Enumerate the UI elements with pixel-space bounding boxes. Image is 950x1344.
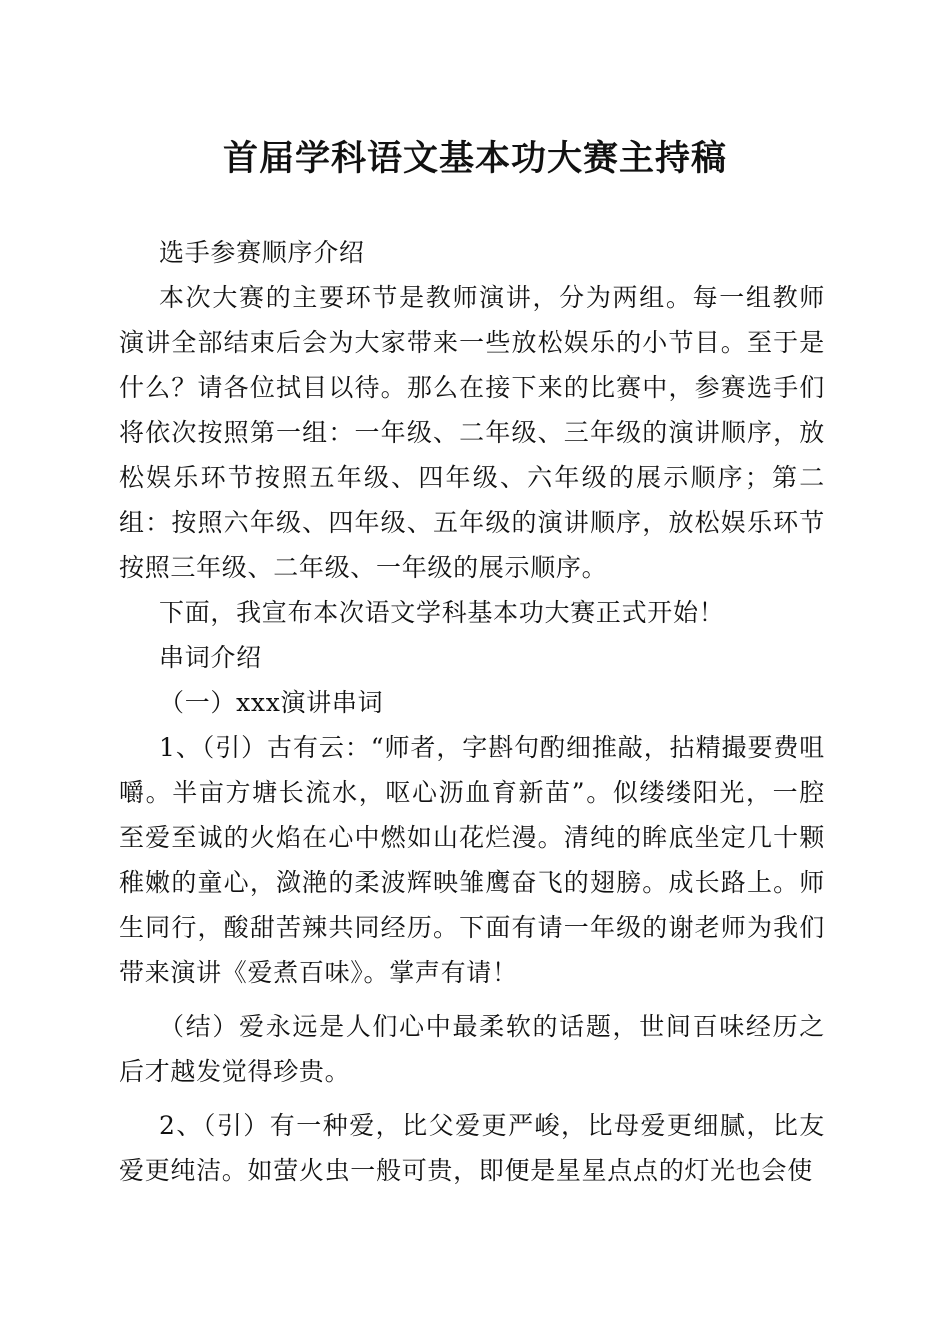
paragraph-opening-announcement: 下面，我宣布本次语文学科基本功大赛正式开始！	[159, 598, 725, 627]
subheading-speech-transitions: （一）xxx演讲串词	[159, 688, 384, 717]
paragraph-transition-2-intro: 2、（引）有一种爱，比父爱更严峻，比母爱更细腻，比友爱更纯洁。如萤火虫一般可贵，即便是星星点点的灯光也会使	[119, 1111, 825, 1185]
section-heading-order: 选手参赛顺序介绍	[159, 238, 365, 267]
document-body	[119, 230, 825, 1193]
section-heading-transitions: 串词介绍	[159, 643, 262, 672]
document-title: 首届学科语文基本功大赛主持稿	[222, 138, 727, 179]
paragraph-transition-1-conclusion: （结）爱永远是人们心中最柔软的话题，世间百味经历之后才越发觉得珍贵。	[119, 1012, 825, 1086]
paragraph-order-intro: 本次大赛的主要环节是教师演讲，分为两组。每一组教师演讲全部结束后会为大家带来一些放松娱乐的小节目。至于是什么？请各位拭目以待。那么在接下来的比赛中，参赛选手们将依次按照第一组：一年级、二年级、三年级的演讲顺序，放松娱乐环节按照五年级、四年级、六年级的展示顺序；第二组：按照六年级、四年级、五年级的演讲顺序，放松娱乐环节按照三年级、二年级、一年级的展示顺序。	[119, 283, 825, 582]
paragraph-transition-1-intro: 1、（引）古有云：“师者，字斟句酌细推敲，拈精撮要费咀嚼。半亩方塘长流水，呕心沥血育新苗”。似缕缕阳光，一腔至爱至诚的火焰在心中燃如山花烂漫。清纯的眸底坐定几十颗稚嫩的童心，潋滟的柔波辉映雏鹰奋飞的翅膀。成长路上。师生同行，酸甜苦辣共同经历。下面有请一年级的谢老师为我们带来演讲《爱煮百味》。掌声有请！	[119, 733, 825, 987]
